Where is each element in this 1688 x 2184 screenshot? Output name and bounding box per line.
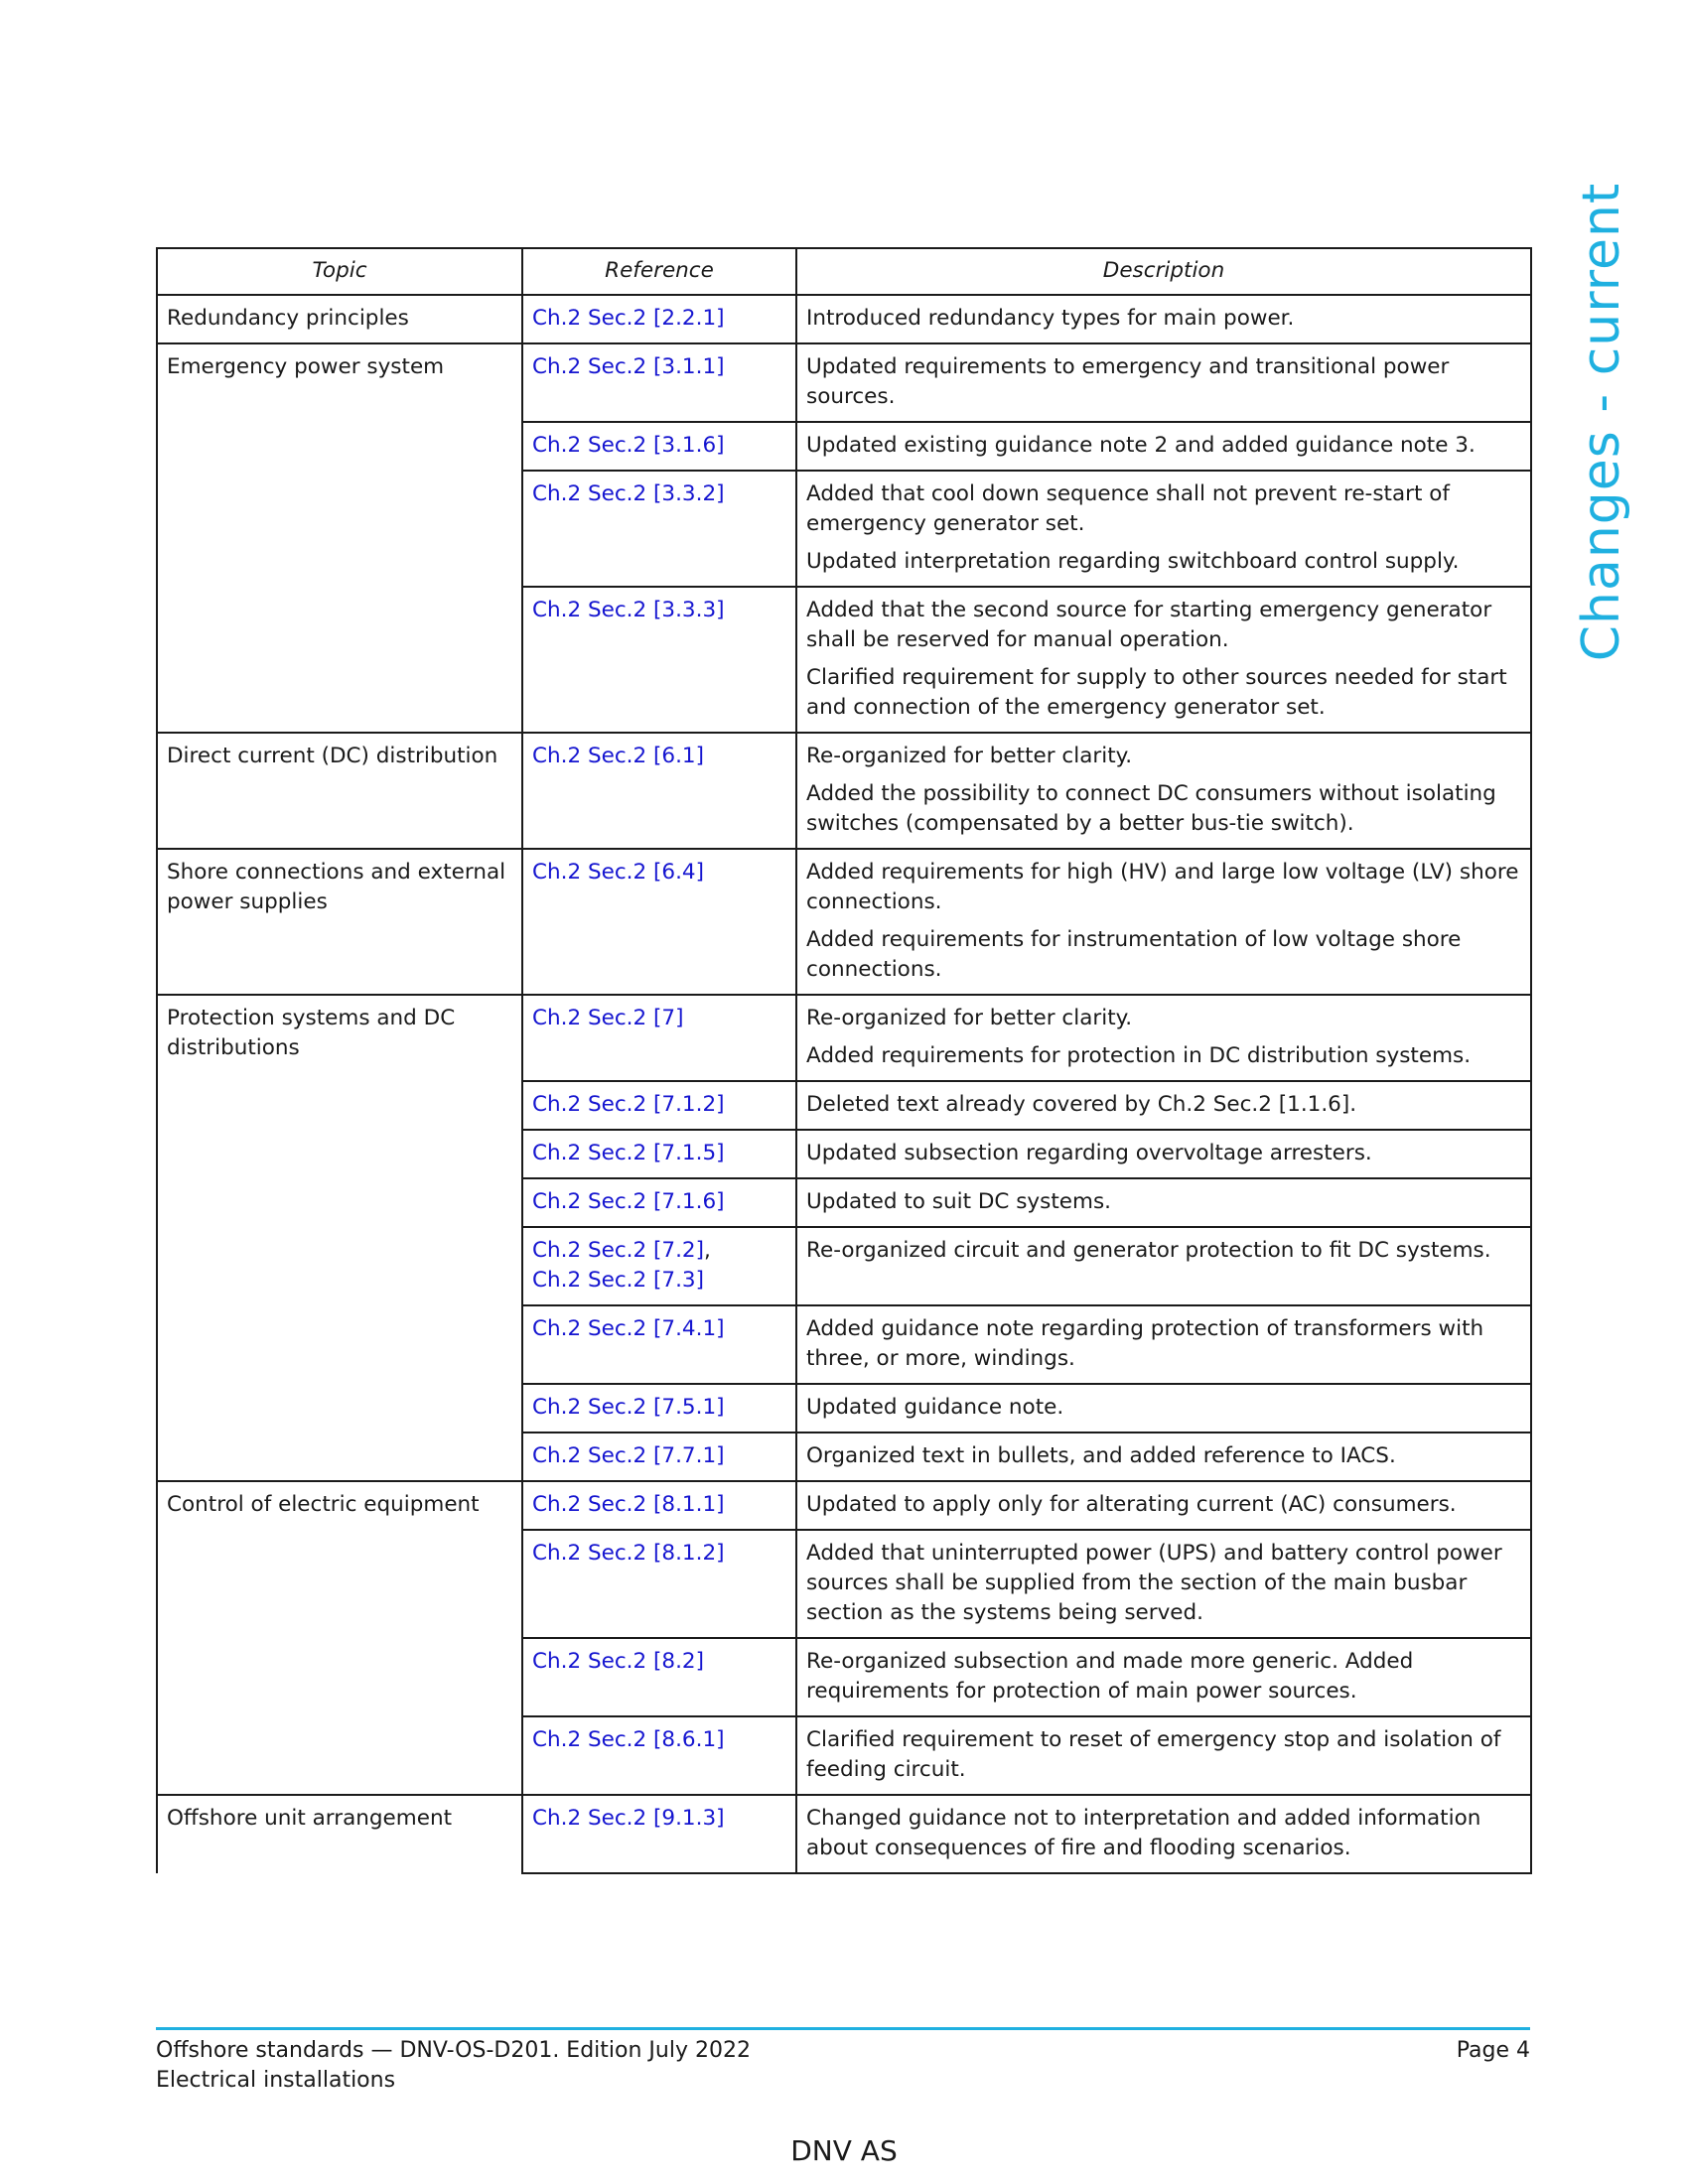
reference-link[interactable]: Ch.2 Sec.2 [3.1.1] <box>522 343 796 422</box>
reference-link[interactable]: Ch.2 Sec.2 [7.1.6] <box>522 1178 796 1227</box>
reference-link[interactable]: Ch.2 Sec.2 [3.1.6] <box>522 422 796 471</box>
description-cell: Re-organized circuit and generator protection to fit DC systems. <box>796 1227 1531 1305</box>
footer-document-info <box>156 2036 751 2096</box>
reference-link[interactable]: Ch.2 Sec.2 [7.3] <box>532 1268 704 1293</box>
table-row <box>157 1795 1531 1873</box>
topic-cell: Offshore unit arrangement <box>157 1795 522 1873</box>
description-cell: Added guidance note regarding protection of transformers with three, or more, windings. <box>796 1305 1531 1384</box>
topic-cell: Control of electric equipment <box>157 1481 522 1795</box>
description-cell: Updated guidance note. <box>796 1384 1531 1433</box>
table-row <box>157 343 1531 422</box>
table-row <box>157 849 1531 995</box>
reference-link[interactable]: Ch.2 Sec.2 [2.2.1] <box>522 295 796 343</box>
reference-link[interactable]: Ch.2 Sec.2 [7.2] <box>532 1238 704 1263</box>
description-cell: Added requirements for high (HV) and large low voltage (LV) shore connections. Added requirements for instrumentation of low voltage shore connections. <box>796 849 1531 995</box>
side-label: Changes - current <box>1572 182 1631 662</box>
table-row <box>157 295 1531 343</box>
changes-table <box>156 247 1532 1874</box>
reference-link[interactable]: Ch.2 Sec.2 [8.6.1] <box>522 1716 796 1795</box>
header-description: Description <box>796 248 1531 295</box>
header-topic: Topic <box>157 248 522 295</box>
topic-cell: Emergency power system <box>157 343 522 733</box>
topic-cell: Shore connections and external power supplies <box>157 849 522 995</box>
description-cell: Introduced redundancy types for main power. <box>796 295 1531 343</box>
reference-link[interactable]: Ch.2 Sec.2 [8.1.1] <box>522 1481 796 1530</box>
reference-link[interactable]: Ch.2 Sec.2 [3.3.3] <box>522 587 796 733</box>
header-reference: Reference <box>522 248 796 295</box>
description-cell: Re-organized for better clarity. Added the possibility to connect DC consumers without isolating switches (compensated by a better bus-tie switch). <box>796 733 1531 849</box>
reference-link[interactable]: Ch.2 Sec.2 [6.1] <box>522 733 796 849</box>
description-cell: Added that uninterrupted power (UPS) and battery control power sources shall be supplied from the section of the main busbar section as the systems being served. <box>796 1530 1531 1638</box>
reference-link[interactable]: Ch.2 Sec.2 [7] <box>522 995 796 1081</box>
description-cell: Updated to apply only for alterating current (AC) consumers. <box>796 1481 1531 1530</box>
topic-cell: Protection systems and DC distributions <box>157 995 522 1481</box>
reference-link[interactable]: Ch.2 Sec.2 [7.1.2] <box>522 1081 796 1130</box>
description-cell: Updated to suit DC systems. <box>796 1178 1531 1227</box>
topic-cell: Direct current (DC) distribution <box>157 733 522 849</box>
description-cell: Re-organized for better clarity. Added requirements for protection in DC distribution systems. <box>796 995 1531 1081</box>
company-name: DNV AS <box>790 2134 898 2167</box>
footer-standard-title: Offshore standards — DNV-OS-D201. Edition July 2022 <box>156 2038 751 2063</box>
reference-link[interactable]: Ch.2 Sec.2 [8.1.2] <box>522 1530 796 1638</box>
description-cell: Organized text in bullets, and added reference to IACS. <box>796 1433 1531 1481</box>
description-cell: Updated existing guidance note 2 and added guidance note 3. <box>796 422 1531 471</box>
reference-link[interactable]: Ch.2 Sec.2 [3.3.2] <box>522 471 796 587</box>
description-cell: Clarified requirement to reset of emergency stop and isolation of feeding circuit. <box>796 1716 1531 1795</box>
reference-link[interactable]: Ch.2 Sec.2 [6.4] <box>522 849 796 995</box>
footer-document-subject: Electrical installations <box>156 2068 396 2093</box>
reference-link[interactable]: Ch.2 Sec.2 [7.5.1] <box>522 1384 796 1433</box>
topic-cell: Redundancy principles <box>157 295 522 343</box>
reference-link[interactable]: Ch.2 Sec.2 [7.4.1] <box>522 1305 796 1384</box>
footer-divider <box>156 2027 1530 2030</box>
reference-link[interactable]: Ch.2 Sec.2 [8.2] <box>522 1638 796 1716</box>
reference-link[interactable]: Ch.2 Sec.2 [7.1.5] <box>522 1130 796 1178</box>
description-cell: Added that the second source for starting emergency generator shall be reserved for manual operation. Clarified requirement for supply to other sources needed for start and connection of the emergency generator set. <box>796 587 1531 733</box>
reference-separator: , <box>704 1238 711 1263</box>
description-cell: Updated requirements to emergency and transitional power sources. <box>796 343 1531 422</box>
table-row <box>157 733 1531 849</box>
description-cell: Updated subsection regarding overvoltage arresters. <box>796 1130 1531 1178</box>
table-row <box>157 1481 1531 1530</box>
description-cell: Re-organized subsection and made more generic. Added requirements for protection of main power sources. <box>796 1638 1531 1716</box>
description-cell: Changed guidance not to interpretation and added information about consequences of fire and flooding scenarios. <box>796 1795 1531 1873</box>
description-cell: Added that cool down sequence shall not prevent re-start of emergency generator set. Updated interpretation regarding switchboard control supply. <box>796 471 1531 587</box>
reference-cell <box>522 1227 796 1305</box>
reference-link[interactable]: Ch.2 Sec.2 [7.7.1] <box>522 1433 796 1481</box>
page-number: Page 4 <box>1456 2038 1530 2063</box>
table-header-row <box>157 248 1531 295</box>
table-row <box>157 995 1531 1081</box>
reference-link[interactable]: Ch.2 Sec.2 [9.1.3] <box>522 1795 796 1873</box>
description-cell: Deleted text already covered by Ch.2 Sec.2 [1.1.6]. <box>796 1081 1531 1130</box>
